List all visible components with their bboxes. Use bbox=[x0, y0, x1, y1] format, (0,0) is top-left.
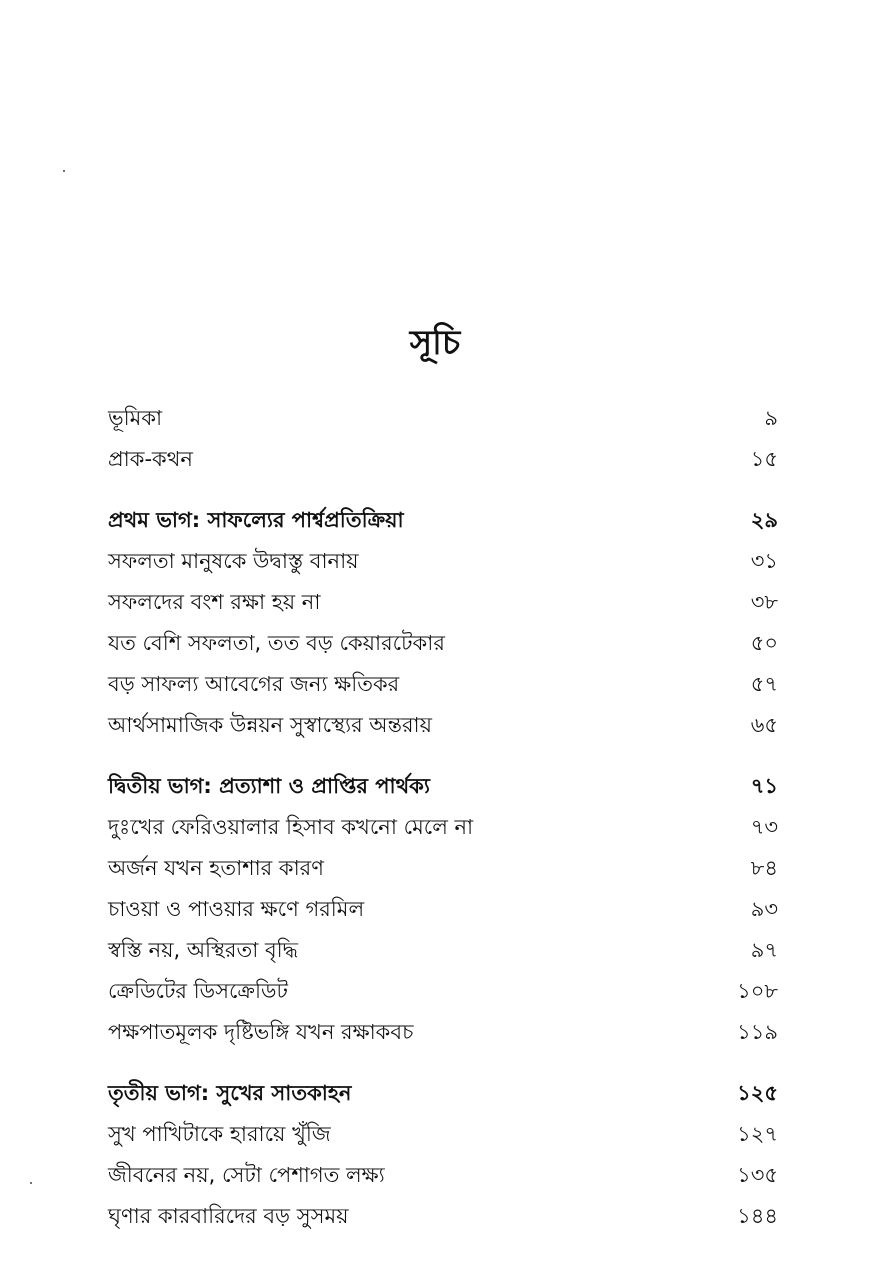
toc-entry[interactable] bbox=[108, 439, 778, 480]
toc-entry[interactable] bbox=[108, 889, 778, 930]
toc-entry[interactable] bbox=[108, 1155, 778, 1196]
toc-entry-page: ১৩৫ bbox=[737, 1163, 778, 1187]
toc-entry[interactable] bbox=[108, 807, 778, 848]
toc-part-title: দ্বিতীয় ভাগ: প্রত্যাশা ও প্রাপ্তির পার্থক্য bbox=[108, 774, 430, 798]
toc-entry-title: পক্ষপাতমূলক দৃষ্টিভঙ্গি যখন রক্ষাকবচ bbox=[108, 1020, 414, 1044]
toc-entry-page: ৭৩ bbox=[750, 815, 778, 839]
section-gap bbox=[108, 1053, 778, 1073]
toc-entry[interactable] bbox=[108, 705, 778, 746]
toc-part-page: ২৯ bbox=[750, 508, 778, 532]
toc-entry-title: অর্জন যখন হতাশার কারণ bbox=[108, 856, 324, 880]
toc-entry-title: সুখ পাখিটাকে হারায়ে খুঁজি bbox=[108, 1122, 331, 1146]
toc-entry-page: ১২৭ bbox=[737, 1122, 778, 1146]
page-title: সূচি bbox=[409, 323, 461, 363]
section-gap bbox=[108, 746, 778, 766]
toc-entry-title: ক্রেডিটের ডিসক্রেডিট bbox=[108, 979, 288, 1003]
toc-entry-title: চাওয়া ও পাওয়ার ক্ষণে গরমিল bbox=[108, 897, 365, 921]
toc-entry-page: ৮৪ bbox=[750, 856, 778, 880]
toc-entry[interactable] bbox=[108, 582, 778, 623]
toc-entry-page: ১৪৪ bbox=[737, 1204, 778, 1228]
toc-part-heading[interactable] bbox=[108, 766, 778, 807]
scan-speck bbox=[30, 1182, 32, 1184]
toc-part-title: প্রথম ভাগ: সাফল্যের পার্শ্বপ্রতিক্রিয়া bbox=[108, 508, 404, 532]
toc-entry[interactable] bbox=[108, 848, 778, 889]
toc-entry-title: জীবনের নয়, সেটা পেশাগত লক্ষ্য bbox=[108, 1163, 385, 1187]
toc-part-page: ৭১ bbox=[750, 774, 778, 798]
scan-speck bbox=[63, 170, 65, 172]
toc-entry-page: ৬৫ bbox=[750, 713, 778, 737]
toc-part-heading[interactable] bbox=[108, 1073, 778, 1114]
section-gap bbox=[108, 480, 778, 500]
toc-entry-page: ৫৭ bbox=[750, 672, 778, 696]
toc-entry[interactable] bbox=[108, 930, 778, 971]
toc-entry-title: যত বেশি সফলতা, তত বড় কেয়ারটেকার bbox=[108, 631, 445, 655]
toc-entry[interactable] bbox=[108, 623, 778, 664]
toc-entry-title: বড় সাফল্য আবেগের জন্য ক্ষতিকর bbox=[108, 672, 400, 696]
table-of-contents bbox=[108, 398, 778, 1237]
toc-entry-page: ৯ bbox=[764, 406, 778, 430]
toc-entry[interactable] bbox=[108, 398, 778, 439]
toc-entry-title: আর্থসামাজিক উন্নয়ন সুস্বাস্থ্যের অন্তরায় bbox=[108, 713, 432, 737]
toc-entry[interactable] bbox=[108, 664, 778, 705]
toc-entry-page: ৯৩ bbox=[750, 897, 778, 921]
toc-entry-title: সফলতা মানুষকে উদ্বাস্তু বানায় bbox=[108, 549, 359, 573]
toc-entry-title: স্বস্তি নয়, অস্থিরতা বৃদ্ধি bbox=[108, 938, 299, 962]
toc-entry-page: ৩১ bbox=[750, 549, 778, 573]
toc-entry-title: সফলদের বংশ রক্ষা হয় না bbox=[108, 590, 321, 614]
toc-entry-page: ১১৯ bbox=[737, 1020, 778, 1044]
toc-part-heading[interactable] bbox=[108, 500, 778, 541]
toc-part-page: ১২৫ bbox=[737, 1081, 778, 1105]
toc-entry-page: ১০৮ bbox=[737, 979, 778, 1003]
toc-entry-title: ঘৃণার কারবারিদের বড় সুসময় bbox=[108, 1204, 349, 1228]
toc-entry[interactable] bbox=[108, 971, 778, 1012]
toc-entry[interactable] bbox=[108, 1196, 778, 1237]
toc-entry[interactable] bbox=[108, 1012, 778, 1053]
toc-part-title: তৃতীয় ভাগ: সুখের সাতকাহন bbox=[108, 1081, 352, 1105]
toc-entry-page: ১৫ bbox=[750, 447, 778, 471]
toc-entry[interactable] bbox=[108, 1114, 778, 1155]
toc-entry-page: ৫০ bbox=[750, 631, 778, 655]
toc-entry-title: ভূমিকা bbox=[108, 406, 163, 430]
toc-entry-title: দুঃখের ফেরিওয়ালার হিসাব কখনো মেলে না bbox=[108, 815, 474, 839]
toc-entry-page: ৩৮ bbox=[750, 590, 778, 614]
toc-entry-page: ৯৭ bbox=[750, 938, 778, 962]
toc-entry-title: প্রাক-কথন bbox=[108, 447, 193, 471]
toc-entry[interactable] bbox=[108, 541, 778, 582]
